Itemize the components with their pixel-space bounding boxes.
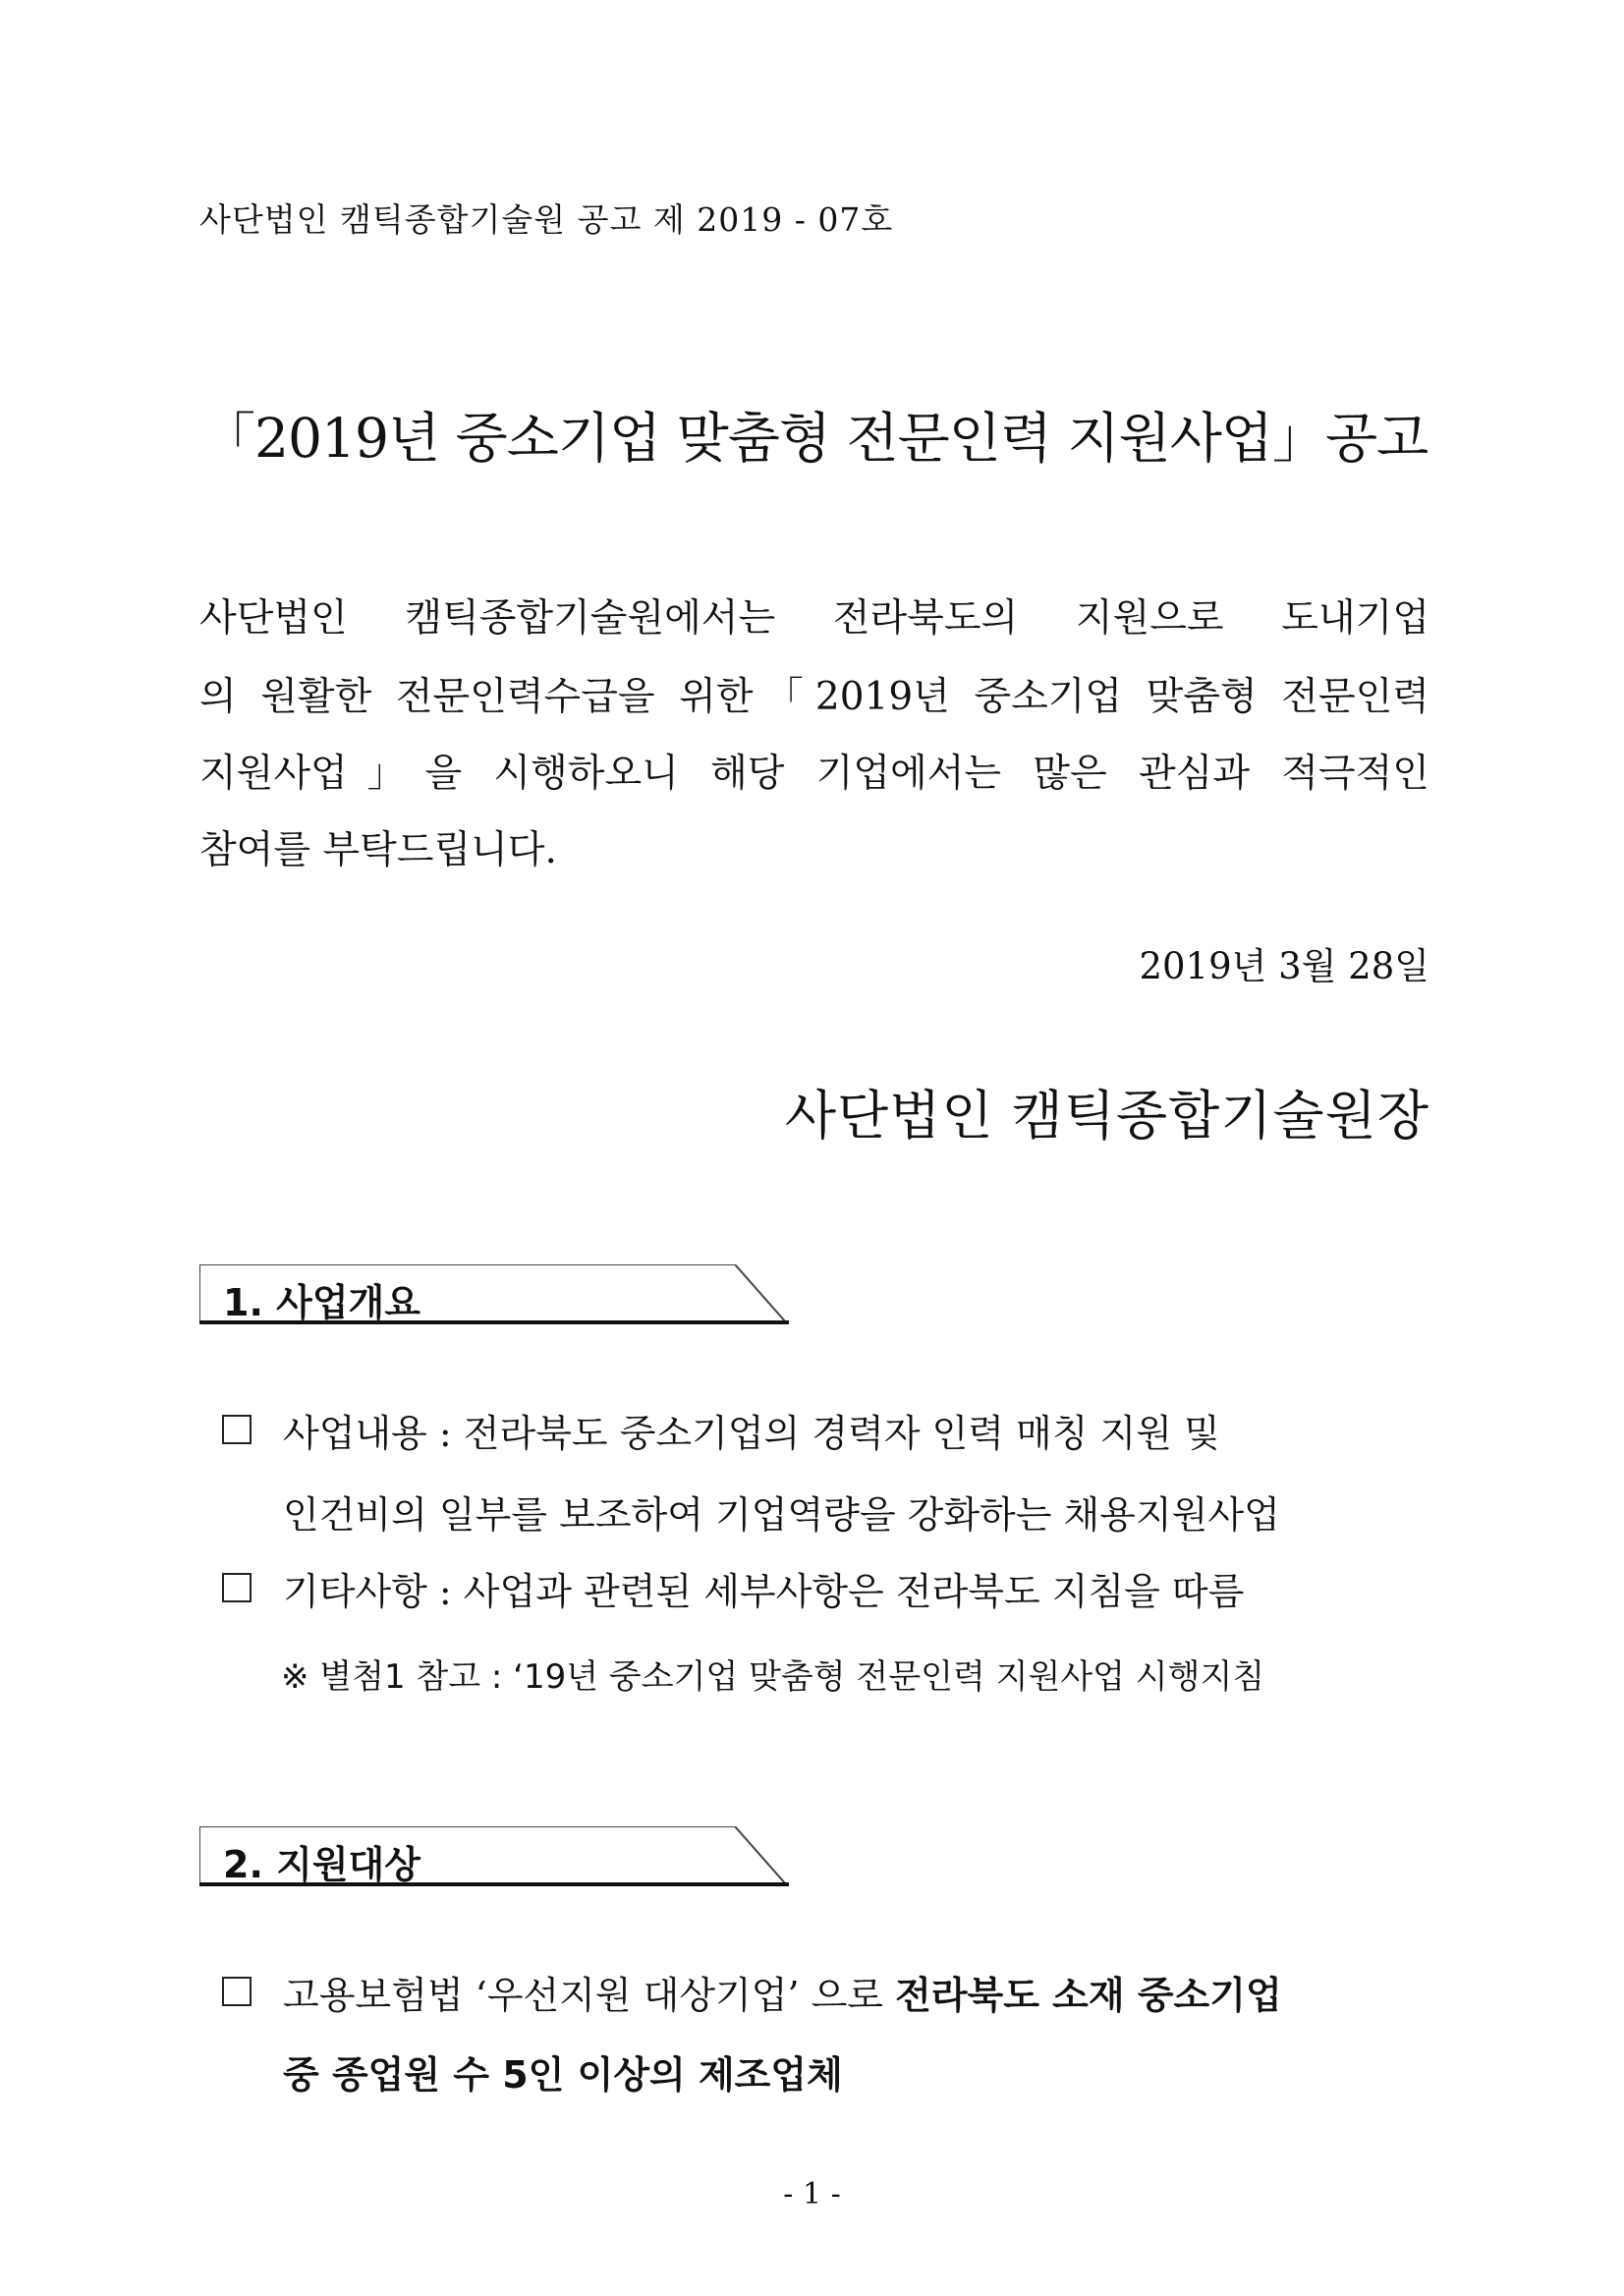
checkbox-square [222, 1415, 252, 1444]
item-text-continued: 인건비의 일부를 보조하여 기업역량을 강화하는 채용지원사업 [283, 1493, 1280, 1537]
intro-line: 사단법인 캠틱종합기술원에서는 전라북도의 지원으로 도내기업 [199, 596, 1429, 641]
item-text [283, 1965, 1282, 2019]
reference-note: ※ 별첨1 참고 : ‘19년 중소기업 맞춤형 전문인력 지원사업 시행지침 [281, 1657, 1265, 1697]
item-text: 사업내용 : 전라북도 중소기업의 경력자 인력 매칭 지원 및 [283, 1412, 1220, 1455]
intro-line: 지원사업」을 시행하오니 해당 기업에서는 많은 관심과 적극적인 [199, 752, 1429, 796]
section-heading-eligibility [199, 1826, 789, 1887]
item-text-regular: 고용보험법 ‘우선지원 대상기업’ 으로 [283, 1974, 896, 2017]
checkbox-square [222, 1977, 252, 2006]
issuer-signature: 사단법인 캠틱종합기술원장 [784, 1085, 1429, 1147]
item-text-emphasis-continued: 중 종업원 수 5인 이상의 제조업체 [283, 2053, 843, 2097]
intro-line: 참여를 부탁드립니다. [199, 828, 557, 872]
notice-date: 2019년 3월 28일 [1139, 945, 1429, 987]
section-heading-label: 2. 지원대상 [223, 1843, 420, 1886]
intro-line: 의 원활한 전문인력수급을 위한「2019년 중소기업 맞춤형 전문인력 [199, 675, 1429, 719]
checkbox-square [222, 1573, 252, 1602]
notice-number: 사단법인 캠틱종합기술원 공고 제 2019 - 07호 [199, 200, 894, 239]
page-title: 「2019년 중소기업 맞춤형 전문인력 지원사업」공고 [201, 407, 1428, 470]
section-heading-overview [199, 1264, 789, 1325]
item-text-emphasis: 전라북도 소재 중소기업 [895, 1974, 1282, 2017]
section-heading-label: 1. 사업개요 [223, 1281, 420, 1324]
page-number: - 1 - [783, 2177, 841, 2212]
item-text: 기타사항 : 사업과 관련된 세부사항은 전라북도 지침을 따름 [283, 1570, 1245, 1613]
